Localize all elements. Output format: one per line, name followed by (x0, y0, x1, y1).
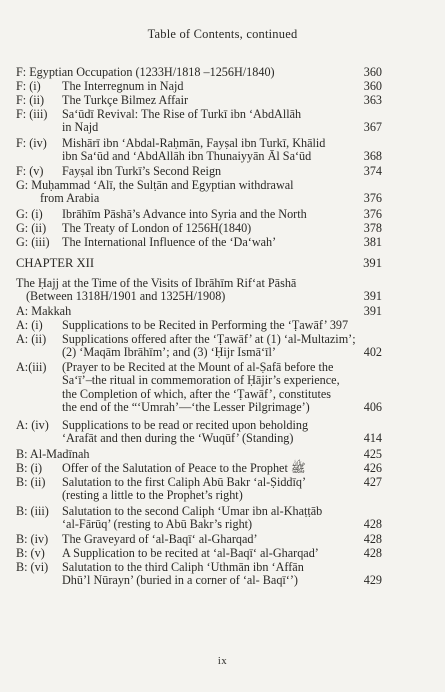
toc-entry-label: B: (iv) (16, 532, 49, 546)
toc-entry-text: Ibrāhīm Pāshā’s Advance into Syria and the North (62, 207, 307, 221)
toc-entry-page: 428 (363, 517, 382, 532)
toc-entry-text: A Supplication to be recited at ‘al-Baqī‘ al-Gharqad’ (62, 546, 319, 560)
toc-entry-page: 360 (363, 79, 382, 93)
toc-entry-text: The Interregnum in Najd (62, 79, 184, 93)
toc-entry-page: 428 (363, 546, 382, 560)
toc-entry-text: ‘al-Fārūq’ (resting to Abū Bakr’s right) (62, 517, 253, 532)
toc-entry-text: (Between 1318H/1901 and 1325H/1908) (26, 289, 226, 304)
toc-entry-page: 378 (363, 221, 382, 235)
toc-entry-label: G: (i) (16, 207, 43, 221)
toc-entry-page: 367 (363, 120, 382, 135)
toc-entry-text: the end of the “‘Umrah’—‘the Lesser Pilgrimage’) (62, 400, 310, 415)
toc-entry-page: 376 (363, 191, 382, 206)
toc-entry-page: 429 (363, 573, 382, 588)
toc-entry-label: G: (ii) (16, 221, 47, 235)
toc-entry-text: ibn Sa‘ūd and ‘AbdAllāh ibn Thunaiyyān Āl Sa‘ūd (62, 149, 312, 164)
toc-entry-label: G: Muḥammad ‘Alī, the Sulṭān and Egyptian withdrawal (16, 178, 294, 192)
toc-entry-text: Supplications to be Recited in Performing the ‘Ṭawāf’ 397 (62, 318, 349, 332)
toc-entry-text: (resting a little to the Prophet’s right) (62, 488, 243, 503)
toc-entry-text: ‘Arafāt and then during the ‘Wuqūf’ (Standing) (62, 431, 294, 446)
toc-entry-label: The Ḥajj at the Time of the Visits of Ibrāhīm Rif‘at Pāshā (16, 276, 297, 290)
toc-entry-label: F: (i) (16, 79, 41, 93)
toc-entry-page: 406 (363, 400, 382, 415)
toc-entry-page: 381 (363, 235, 382, 249)
toc-entry-text: Sa‘ī’–the ritual in commemoration of Ḥājir’s experience, (62, 373, 340, 388)
toc-entry-page: 402 (363, 345, 382, 360)
toc-entry-label: A: (iv) (16, 418, 49, 432)
toc-entry-text: Sa‘ūdī Revival: The Rise of Turkī ibn ‘AbdAllāh (62, 107, 302, 121)
toc-entry-text: Fayṣal ibn Turkī’s Second Reign (62, 164, 222, 178)
toc-entry-label: B: (vi) (16, 560, 49, 574)
toc-entry-text: Supplications offered after the ‘Ṭawāf’ at (1) ‘al-Multazim’; (62, 332, 356, 346)
toc-entry-page: 391 (363, 289, 382, 304)
toc-entry-text: The Treaty of London of 1256H(1840) (62, 221, 252, 235)
toc-entry-label: A: (ii) (16, 332, 47, 346)
toc-entry-text: Supplications to be read or recited upon beholding (62, 418, 309, 432)
toc-entry-label: F: (iv) (16, 136, 47, 150)
toc-entry-label: G: (iii) (16, 235, 50, 249)
toc-entry-label: B: (i) (16, 461, 43, 475)
toc-entry-page: 425 (363, 447, 382, 461)
toc-entry-page: 368 (363, 149, 382, 164)
toc-entry-page: 360 (363, 65, 382, 79)
toc-entry-text: the Completion of which, after the ‘Ṭawāf’, constitutes (62, 386, 332, 401)
toc-entry-text: Offer of the Salutation of Peace to the Prophet ﷺ (62, 461, 306, 475)
toc-entry-label: A:(iii) (16, 360, 47, 374)
toc-entry-text: from Arabia (40, 191, 100, 206)
toc-entry-text: The Graveyard of ‘al-Baqī‘ al-Gharqad’ (62, 532, 258, 546)
toc-entry-label: F: (ii) (16, 93, 45, 107)
toc-entry-label: B: (ii) (16, 475, 46, 489)
toc-entry-label: F: (v) (16, 164, 44, 178)
toc-entry-text: Salutation to the second Caliph ‘Umar ibn al-Khaṭṭāb (62, 504, 323, 518)
toc-entry-text: The International Influence of the ‘Da‘wah’ (62, 235, 277, 249)
toc-entry-page: 427 (363, 475, 382, 489)
toc-entry-page: 376 (363, 207, 382, 221)
toc-entry-page: 428 (363, 532, 382, 546)
toc-entry-page: 363 (363, 93, 382, 107)
toc-entry-text: Salutation to the first Caliph Abū Bakr ‘al-Ṣiddīq’ (62, 475, 307, 489)
toc-entry-label: CHAPTER XII (16, 256, 95, 270)
toc-entry-text: The Turkçe Bilmez Affair (62, 93, 189, 107)
page-number: ix (217, 656, 228, 667)
toc-entry-text: (Prayer to be Recited at the Mount of al-Ṣafā before the (62, 360, 334, 374)
toc-entry-text: (2) ‘Maqām Ibrāhīm’; and (3) ‘Ḥijr Ismā‘īl’ (62, 345, 276, 360)
toc-entry-label: F: (iii) (16, 107, 48, 121)
toc-entry-text: Dhū’l Nūrayn’ (buried in a corner of ‘al- Baqī‘’) (62, 573, 298, 588)
toc-entry-label: A: Makkah (16, 304, 72, 318)
toc-entry-label: F: Egyptian Occupation (1233H/1818 –1256H/1840) (16, 65, 275, 79)
toc-entry-text: Salutation to the third Caliph ‘Uthmān ibn ‘Affān (62, 560, 304, 574)
toc-entry-page: 374 (363, 164, 382, 178)
toc-entry-page: 391 (363, 304, 382, 318)
toc-entry-page: 391 (363, 256, 382, 270)
toc-entry-label: B: (iii) (16, 504, 49, 518)
toc-entry-text: Mishārī ibn ‘Abdal-Raḥmān, Fayṣal ibn Turkī, Khālid (62, 136, 326, 150)
toc-entry-label: B: Al-Madīnah (16, 447, 90, 461)
toc-entry-label: A: (i) (16, 318, 43, 332)
toc-entry-text: in Najd (62, 120, 99, 135)
toc-entry-label: B: (v) (16, 546, 45, 560)
toc-entry-page: 414 (363, 431, 382, 446)
page-title: Table of Contents, continued (147, 27, 298, 41)
toc-entry-page: 426 (363, 461, 382, 475)
